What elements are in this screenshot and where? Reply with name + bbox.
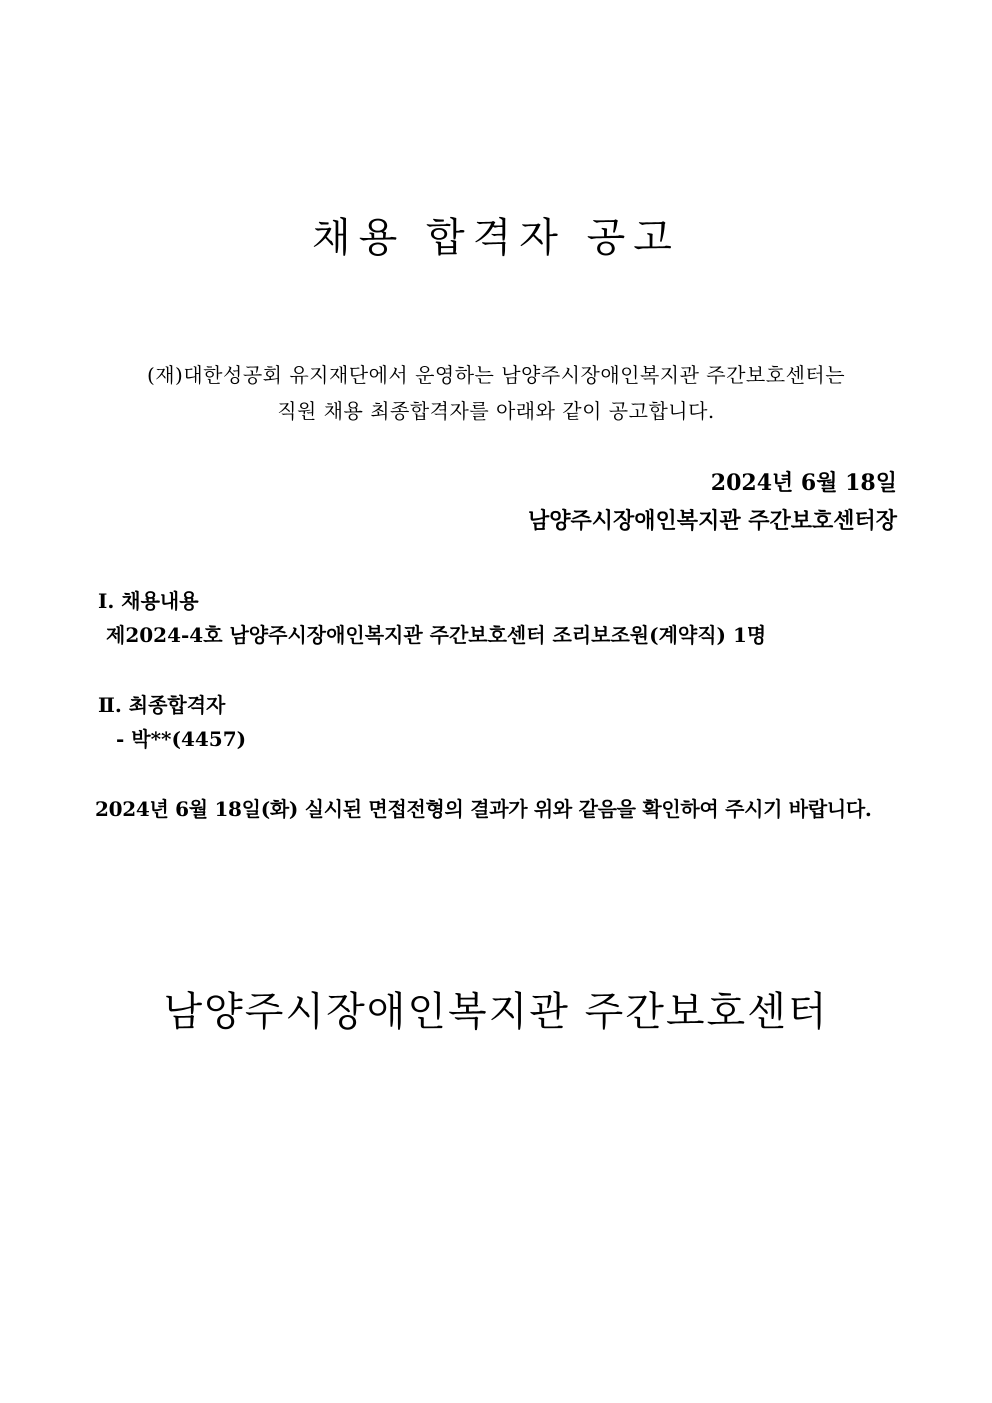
intro-line-2: 직원 채용 최종합격자를 아래와 같이 공고합니다. [277,399,715,423]
section-2-content: - 박**(4457) [116,727,247,751]
section-1-heading: Ⅰ. 채용내용 [98,589,199,613]
date-issuer-block [528,464,897,540]
announcement-date: 2024년 6월 18일 [710,470,897,496]
intro-paragraph [0,357,992,429]
page-title: 채용 합격자 공고 [312,215,680,261]
closing-statement: 2024년 6월 18일(화) 실시된 면접전형의 결과가 위와 같음을 확인하여 주시기 바랍니다. [95,797,872,821]
section-1-content: 제2024-4호 남양주시장애인복지관 주간보호센터 조리보조원(계약직) 1명 [106,623,767,647]
footer-organization-name: 남양주시장애인복지관 주간보호센터 [163,989,829,1035]
section-final-successful-candidates [98,688,246,756]
section-recruitment-details [98,584,766,652]
intro-line-1: (재)대한성공회 유지재단에서 운영하는 남양주시장애인복지관 주간보호센터는 [146,363,846,387]
section-2-heading: Ⅱ. 최종합격자 [98,693,226,717]
issuer-name: 남양주시장애인복지관 주간보호센터장 [528,508,897,534]
